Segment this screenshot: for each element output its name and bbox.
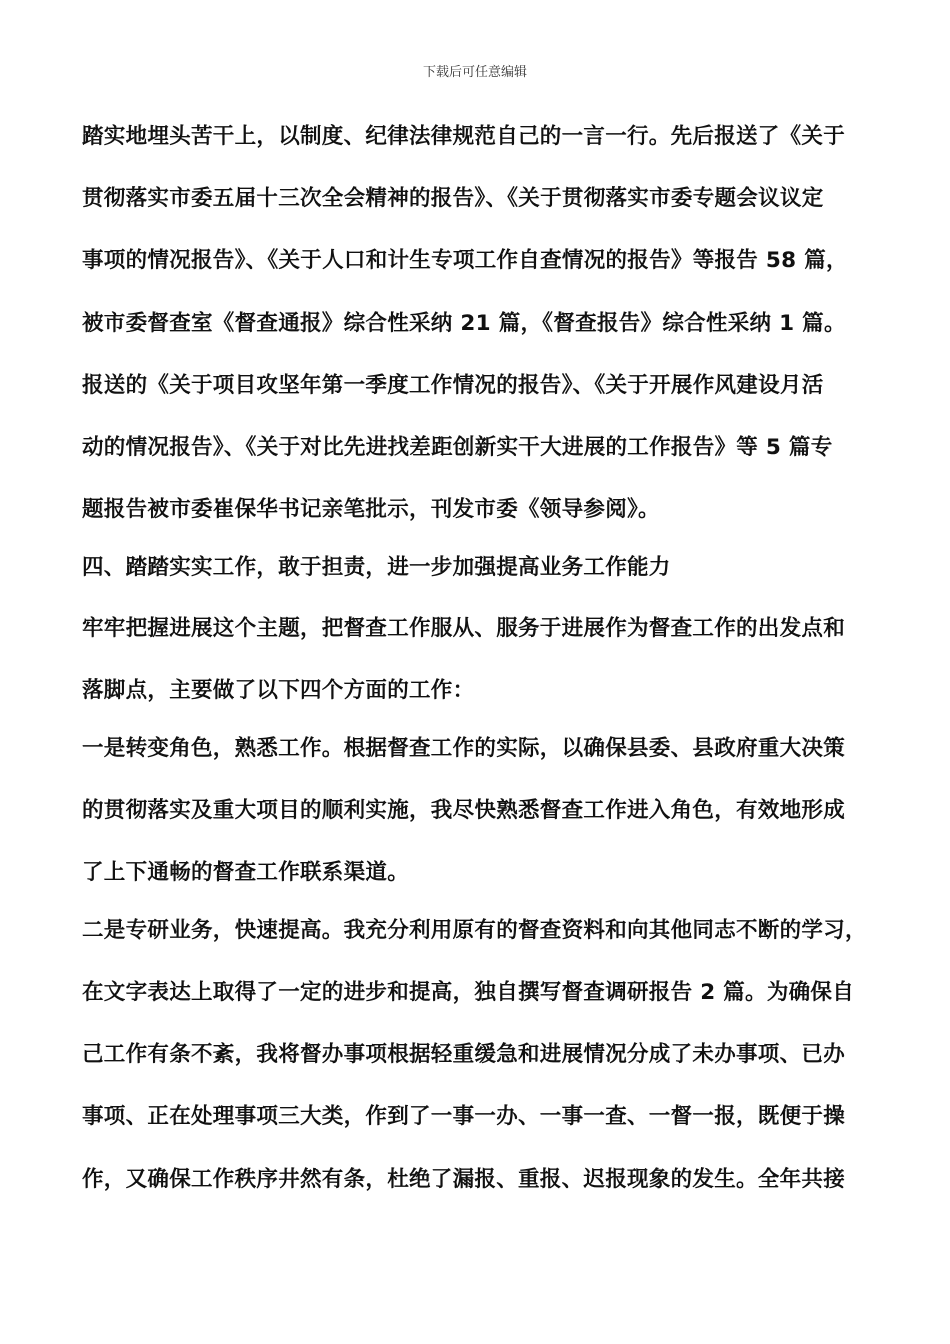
paragraph-line: 动的情况报告》、《关于对比先进找差距创新实干大进展的工作报告》等 5 篇专: [82, 435, 833, 460]
section-heading: 四、踏踏实实工作，敢于担责，进一步加强提高业务工作能力: [82, 555, 671, 580]
paragraph-line: 一是转变角色，熟悉工作。根据督查工作的实际，以确保县委、县政府重大决策: [82, 736, 846, 761]
paragraph-line: 事项的情况报告》、《关于人口和计生专项工作自查情况的报告》等报告 58 篇，: [82, 248, 848, 273]
paragraph-line: 在文字表达上取得了一定的进步和提高，独自撰写督查调研报告 2 篇。为确保自: [82, 980, 855, 1005]
paragraph-line: 作，又确保工作秩序井然有条，杜绝了漏报、重报、迟报现象的发生。全年共接: [82, 1167, 846, 1192]
paragraph-line: 被市委督查室《督查通报》综合性采纳 21 篇，《督查报告》综合性采纳 1 篇。: [82, 311, 846, 336]
paragraph-line: 报送的《关于项目攻坚年第一季度工作情况的报告》、《关于开展作风建设月活: [82, 373, 824, 398]
paragraph-line: 二是专研业务，快速提高。我充分利用原有的督查资料和向其他同志不断的学习，: [82, 918, 867, 943]
paragraph-line: 贯彻落实市委五届十三次全会精神的报告》、《关于贯彻落实市委专题会议议定: [82, 186, 824, 211]
paragraph-line: 题报告被市委崔保华书记亲笔批示，刊发市委《领导参阅》。: [82, 497, 660, 522]
paragraph-line: 了上下通畅的督查工作联系渠道。: [82, 860, 410, 885]
paragraph-line: 踏实地埋头苦干上，以制度、纪律法律规范自己的一言一行。先后报送了《关于: [82, 124, 846, 149]
page-header-note: 下载后可任意编辑: [422, 65, 527, 80]
paragraph-line: 事项、正在处理事项三大类，作到了一事一办、一事一查、一督一报，既便于操: [82, 1104, 846, 1129]
paragraph-line: 落脚点，主要做了以下四个方面的工作：: [82, 678, 475, 703]
paragraph-line: 牢牢把握进展这个主题，把督查工作服从、服务于进展作为督查工作的出发点和: [82, 616, 846, 641]
paragraph-line: 己工作有条不紊，我将督办事项根据轻重缓急和进展情况分成了未办事项、已办: [82, 1042, 846, 1067]
paragraph-line: 的贯彻落实及重大项目的顺利实施，我尽快熟悉督查工作进入角色，有效地形成: [82, 798, 846, 823]
